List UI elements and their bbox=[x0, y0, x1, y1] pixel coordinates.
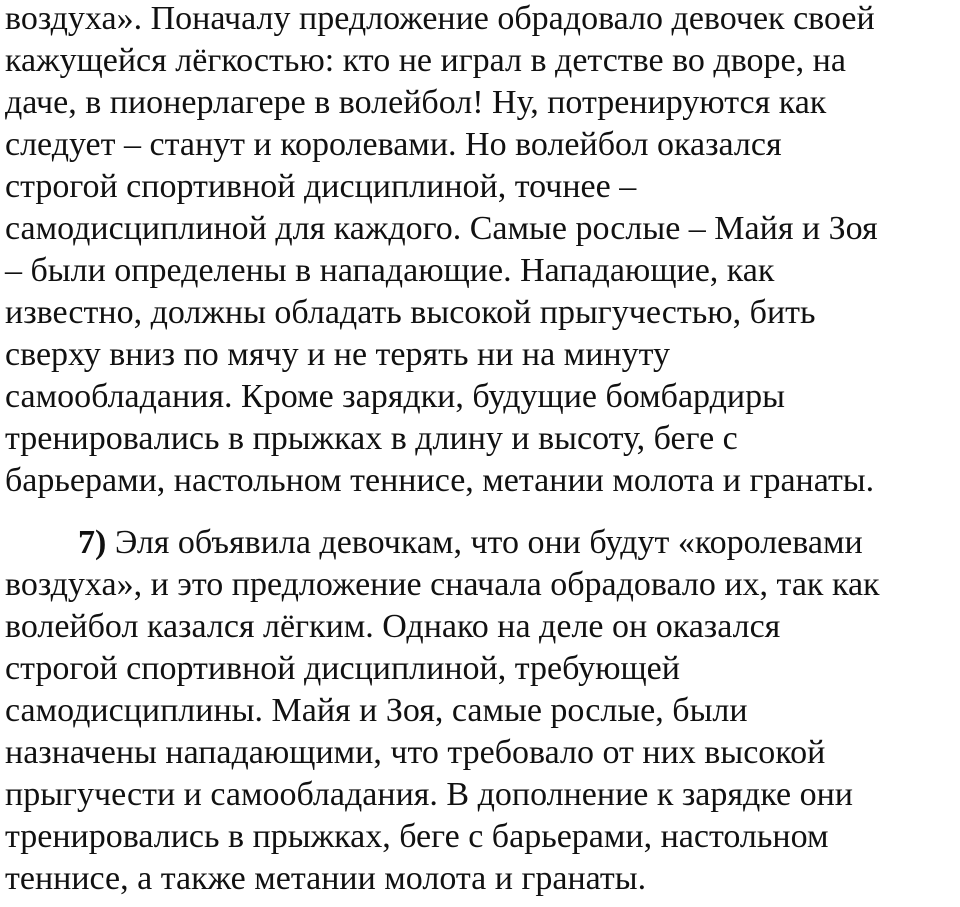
text-line: строгой спортивной дисциплиной, точнее – bbox=[5, 168, 637, 205]
text-line: самодисциплиной для каждого. Самые рослые – Майя и Зоя bbox=[5, 210, 878, 247]
paragraph-7-first-line bbox=[78, 526, 863, 560]
text-line: волейбол казался лёгким. Однако на деле он оказался bbox=[5, 608, 781, 645]
text-line-fragment: Эля объявила девочкам, что они будут «королевами bbox=[114, 524, 863, 561]
text-line: тренировались в прыжках в длину и высоту, беге с bbox=[5, 420, 738, 457]
text-line: кажущейся лёгкостью: кто не играл в детстве во дворе, на bbox=[5, 42, 846, 79]
text-line: барьерами, настольном теннисе, метании молота и гранаты. bbox=[5, 462, 875, 499]
text-line: назначены нападающими, что требовало от них высокой bbox=[5, 734, 826, 771]
text-line: даче, в пионерлагере в волейбол! Ну, потренируются как bbox=[5, 84, 827, 121]
text-line: самодисциплины. Майя и Зоя, самые рослые, были bbox=[5, 692, 748, 729]
text-line: тренировались в прыжках, беге с барьерами, настольном bbox=[5, 818, 829, 855]
text-line: воздуха», и это предложение сначала обрадовало их, так как bbox=[5, 566, 880, 603]
text-line: известно, должны обладать высокой прыгучестью, бить bbox=[5, 294, 816, 331]
text-line: – были определены в нападающие. Нападающие, как bbox=[5, 252, 775, 289]
text-line: строгой спортивной дисциплиной, требующей bbox=[5, 650, 680, 687]
text-line: теннисе, а также метании молота и гранаты. bbox=[5, 860, 647, 897]
text-line: следует – станут и королевами. Но волейбол оказался bbox=[5, 126, 782, 163]
text-line: прыгучести и самообладания. В дополнение к зарядке они bbox=[5, 776, 853, 813]
text-line: сверху вниз по мячу и не терять ни на минуту bbox=[5, 336, 670, 373]
paragraph-number: 7) bbox=[78, 524, 107, 561]
text-line: самообладания. Кроме зарядки, будущие бомбардиры bbox=[5, 378, 785, 415]
text-line: воздуха». Поначалу предложение обрадовало девочек своей bbox=[5, 0, 875, 37]
